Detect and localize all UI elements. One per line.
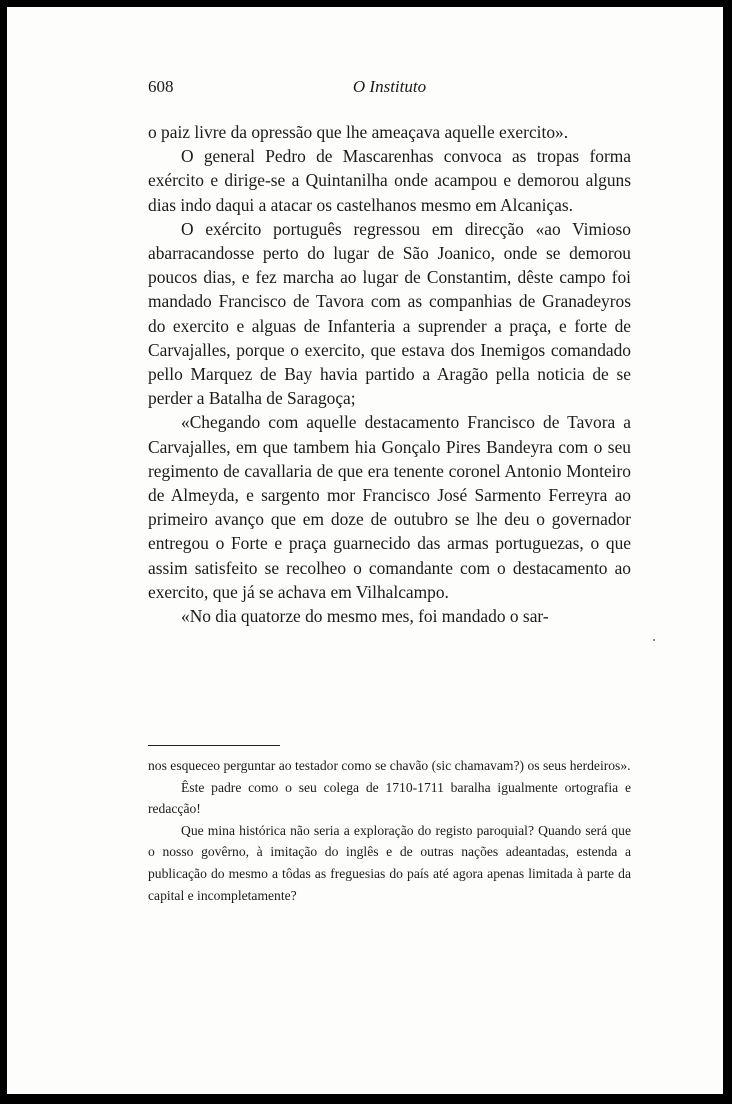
- paragraph: «Chegando com aquelle destacamento Francisco de Tavora a Carvajalles, em que tambem hia Gonçalo Pires Bandeyra com o seu regimento de cavallaria de que era tenente coronel Antonio Monteiro de Almeyda, e sargento mor Francisco José Sarmento Ferreyra ao primeiro avanço que em doze de outubro se lhe deu o governador entregou o Forte e praça guarnecido das armas portuguezas, o que assim satisfeito se recolheo o comandante com o destacamento ao exercito, que já se achava em Vilhalcampo.: [148, 412, 631, 602]
- paragraph: O general Pedro de Mascarenhas convoca as tropas forma exército e dirige-se a Quintanilha onde acampou e demorou alguns dias indo daqui a atacar os castelhanos mesmo em Alcaniças.: [148, 146, 631, 215]
- footnote-rule: [148, 745, 280, 746]
- footnote-paragraph: Êste padre como o seu colega de 1710-1711 baralha igualmente ortografia e redacção!: [148, 779, 631, 817]
- running-title: O Instituto: [352, 77, 427, 96]
- paragraph: o paiz livre da opressão que lhe ameaçava aquelle exercito».: [148, 122, 569, 142]
- page-number: 608: [148, 77, 174, 96]
- footnote-paragraph: Que mina histórica não seria a exploração do registo paroquial? Quando será que o nosso govêrno, à imitação do inglês e de outras nações adeantadas, estenda a publicação do mesmo a tôdas as freguesias do país até agora apenas limitada à parte da capital e incompletamente?: [148, 822, 631, 903]
- print-speck: [653, 639, 655, 641]
- paragraph: O exército português regressou em direcção «ao Vimioso abarracandosse perto do lugar de São Joanico, onde se demorou poucos dias, e fez marcha ao lugar de Constantim, dêste campo foi mandado Francisco de Tavora com as companhias de Granadeyros do exercito e alguas de Infanteria a suprender a praça, e forte de Carvajalles, porque o exercito, que estava dos Inemigos comandado pello Marquez de Bay havia partido a Aragão pella noticia de se perder a Batalha de Saragoça;: [148, 218, 631, 409]
- page-header: [148, 77, 631, 101]
- footnote-continuation: nos esqueceo perguntar ao testador como se chavão (sic chamavam?) os seus herdeiros».: [148, 758, 631, 773]
- page: [7, 7, 723, 1094]
- paragraph: «No dia quatorze do mesmo mes, foi mandado o sar-: [181, 606, 549, 627]
- body-text: [148, 120, 631, 628]
- footnotes: [148, 755, 631, 906]
